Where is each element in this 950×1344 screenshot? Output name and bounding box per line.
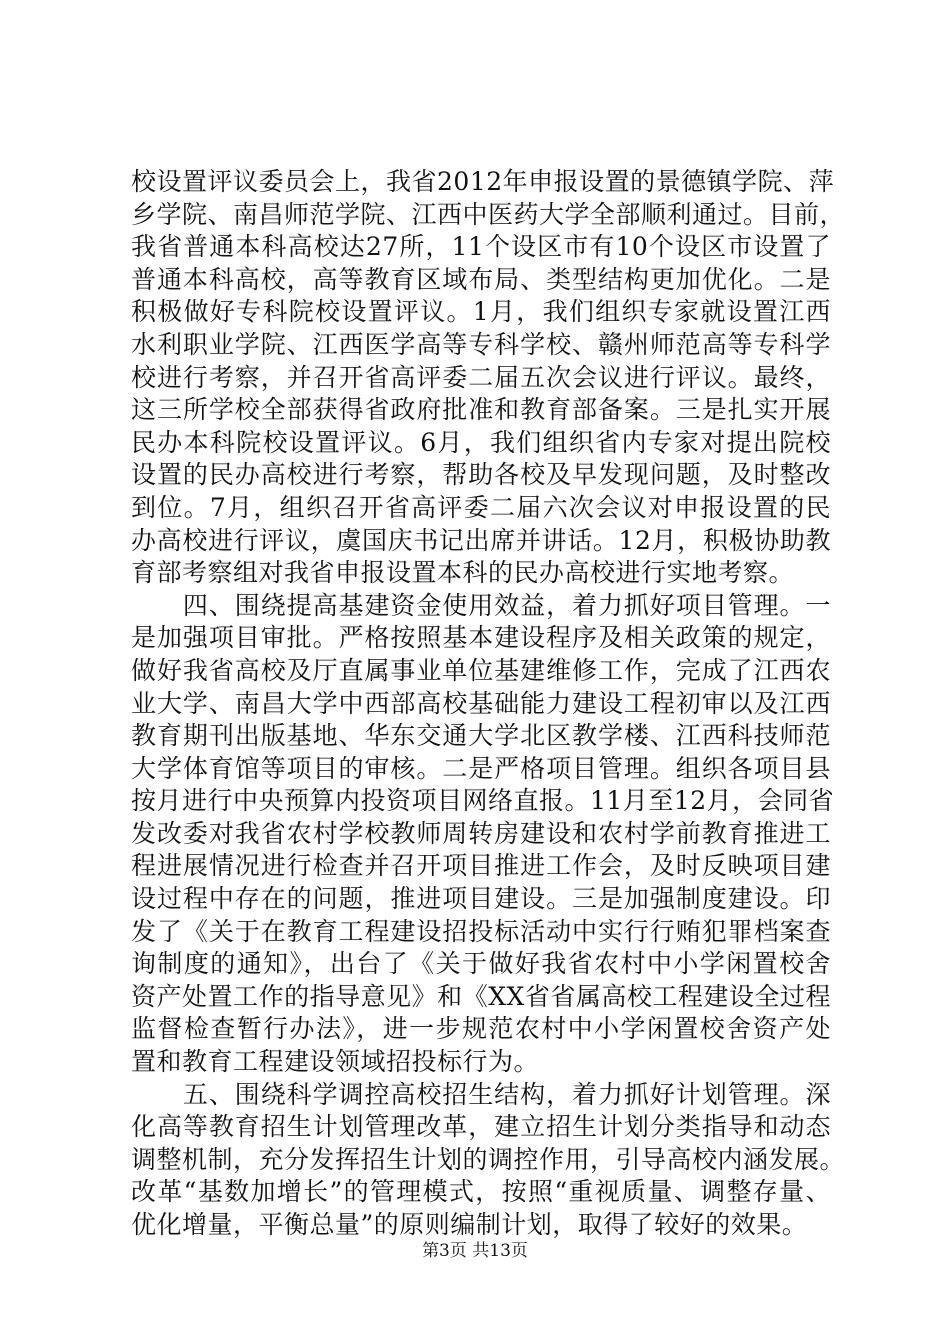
text-line: 积极做好专科院校设置评议。1月，我们组织专家就设置江西 (131, 297, 831, 327)
text-line: 水利职业学院、江西医学高等专科学校、赣州师范高等专科学 (131, 329, 831, 359)
text-line: 调整机制，充分发挥招生计划的调控作用，引导高校内涵发展。 (131, 1144, 846, 1174)
text-line: 是加强项目审批。严格按照基本建设程序及相关政策的规定， (131, 623, 831, 653)
text-line: 民办本科院校设置评议。6月，我们组织省内专家对提出院校 (131, 427, 831, 457)
document-body (131, 166, 846, 1242)
paragraph-end-line: 置和教育工程建设领域招投标行为。 (131, 1047, 540, 1077)
text-line: 设置的民办高校进行考察，帮助各校及早发现问题，及时整改 (131, 460, 831, 490)
text-line: 设过程中存在的问题，推进项目建设。三是加强制度建设。印 (131, 884, 831, 914)
text-line: 做好我省高校及厅直属事业单位基建维修工作，完成了江西农 (131, 655, 831, 685)
text-line: 办高校进行评议，虞国庆书记出席并讲话。12月，积极协助教 (131, 525, 831, 555)
text-line: 业大学、南昌大学中西部高校基础能力建设工程初审以及江西 (131, 688, 831, 718)
text-line: 优化增量，平衡总量”的原则编制计划，取得了较好的效果。 (131, 1210, 808, 1239)
text-line: 这三所学校全部获得省政府批准和教育部备案。三是扎实开展 (131, 395, 831, 425)
text-line: 资产处置工作的指导意见》和《XX省省属高校工程建设全过程 (131, 981, 831, 1011)
text-line: 大学体育馆等项目的审核。二是严格项目管理。组织各项目县 (131, 753, 831, 783)
text-line: 普通本科高校，高等教育区域布局、类型结构更加优化。二是 (131, 264, 831, 294)
text-line: 发改委对我省农村学校教师周转房建设和农村学前教育推进工 (131, 818, 831, 848)
text-line: 发了《关于在教育工程建设招投标活动中实行行贿犯罪档案查 (131, 916, 831, 946)
text-line: 按月进行中央预算内投资项目网络直报。11月至12月，会同省 (131, 786, 835, 816)
text-line: 校设置评议委员会上，我省2012年申报设置的景德镇学院、萍 (131, 167, 835, 196)
page-number-footer: 第3页 共13页 (422, 1241, 528, 1261)
text-line: 改革“基数加增长”的管理模式，按照“重视质量、调整存量、 (131, 1177, 831, 1207)
text-line: 询制度的通知》，出台了《关于做好我省农村中小学闲置校舍 (131, 949, 831, 979)
text-line: 校进行考察，并召开省高评委二届五次会议进行评议。最终， (131, 362, 831, 392)
text-line: 乡学院、南昌师范学院、江西中医药大学全部顺利通过。目前， (131, 199, 846, 229)
text-line: 程进展情况进行检查并召开项目推进工作会，及时反映项目建 (131, 851, 831, 881)
text-line: 化高等教育招生计划管理改革，建立招生计划分类指导和动态 (131, 1112, 831, 1142)
text-line: 到位。7月，组织召开省高评委二届六次会议对申报设置的民 (131, 492, 831, 522)
text-line: 监督检查暂行办法》，进一步规范农村中小学闲置校舍资产处 (131, 1014, 831, 1044)
paragraph-end-line: 育部考察组对我省申报设置本科的民办高校进行实地考察。 (131, 558, 795, 588)
text-line: 教育期刊出版基地、华东交通大学北区教学楼、江西科技师范 (131, 721, 831, 751)
text-line: 四、围绕提高基建资金使用效益，着力抓好项目管理。一 (131, 590, 831, 620)
text-line: 我省普通本科高校达27所，11个设区市有10个设区市设置了 (131, 232, 831, 262)
text-line: 五、围绕科学调控高校招生结构，着力抓好计划管理。深 (131, 1079, 831, 1109)
